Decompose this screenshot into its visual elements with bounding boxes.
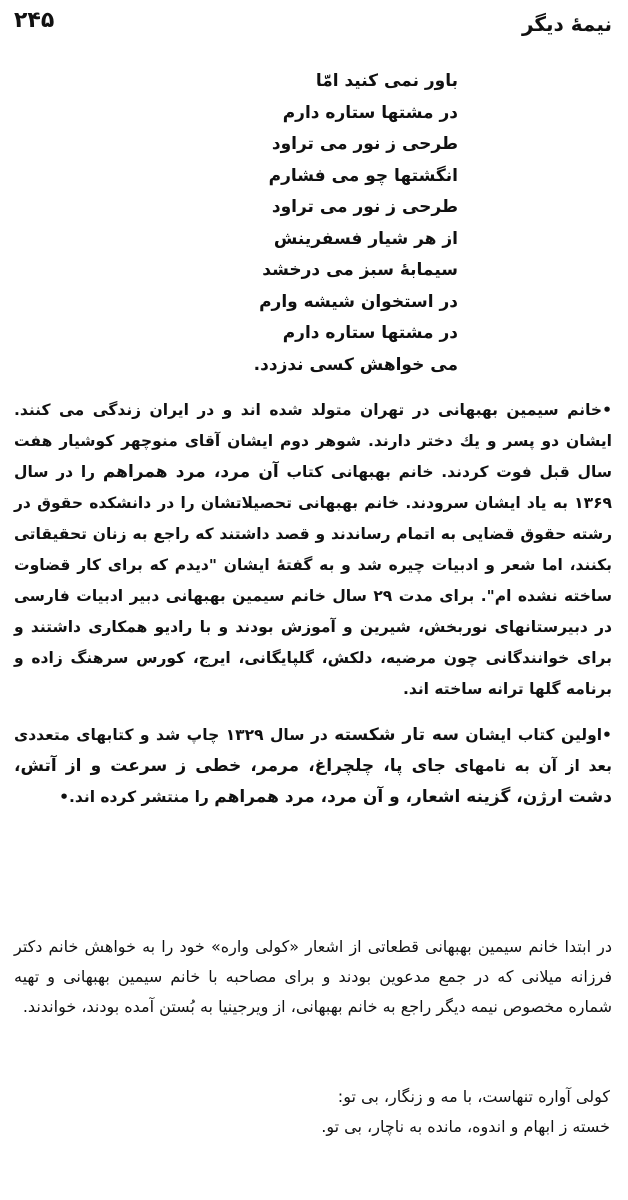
page-header bbox=[14, 8, 612, 38]
bio-paragraph bbox=[14, 395, 612, 705]
poem-line: از هر شیار فسفرینش bbox=[273, 228, 458, 249]
book-title: آن مرد، مرد همراهم bbox=[102, 462, 279, 482]
poem-line: سیمابهٔ سبز می درخشد bbox=[262, 260, 458, 280]
page-title: نیمهٔ دیگر bbox=[521, 12, 612, 36]
poem bbox=[158, 66, 458, 381]
book-title: سه تار شکسته bbox=[334, 725, 459, 745]
poem-line: طرحی ز نور می تراود bbox=[271, 197, 458, 217]
poem-line: در مشتها ستاره دارم bbox=[282, 323, 458, 343]
poem-line: انگشتها چو می فشارم bbox=[268, 165, 458, 186]
couplet-line: خسته ز ابهام و اندوه، مانده به ناچار، بی تو. bbox=[321, 1117, 610, 1136]
poem-line: در استخوان شیشه وارم bbox=[259, 291, 458, 312]
bio-text: •خانم سیمین بهبهانی در تهران متولد شده اند و در ایران زندگی می کنند. ایشان دو پسر و یك دختر دارند. شوهر دوم ایشان آقای منوچهر کوشیار هفت سال قبل فوت کردند. خانم بهبهانی کتاب bbox=[14, 401, 613, 481]
poem-line: در مشتها ستاره دارم bbox=[282, 102, 458, 123]
poem-line: طرحی ز نور می تراود bbox=[271, 134, 458, 154]
books-text: در سال ۱۳۲۹ چاپ شد و کتابهای متعددی بعد از آن به نامهای bbox=[14, 726, 612, 775]
books-paragraph bbox=[14, 720, 612, 813]
couplet-line: کولی آواره تنهاست، با مه و زنگار، بی تو: bbox=[337, 1087, 610, 1106]
intro-paragraph: در ابتدا خانم سیمین بهبهانی قطعاتی از اشعار «کولی واره» خود را به خواهش خانم دکتر فرزانه میلانی که در جمع مدعوین بودند و برای مصاحبه با خانم سیمین بهبهانی و تهیه شماره مخصوص نیمه دیگر راجع به خانم بهبهانی، از ویرجینیا به بُستن آمده بودند، خواندند. bbox=[14, 937, 612, 1016]
books-text: را منتشر کرده اند.• bbox=[59, 788, 209, 806]
poem-line: باور نمی کنید امّا bbox=[315, 71, 458, 91]
page-number: ۲۴۵ bbox=[14, 8, 55, 33]
bio-text: را در سال ۱۳۶۹ به یاد ایشان سرودند. خانم بهبهانی تحصیلاتشان را در دانشکده حقوق در رشته حقوق قضایی به اتمام رساندند و قصد داشتند که راجع به زنان تحقیقاتی بکنند، اما شعر و ادبیات چیره شد و به گفتهٔ ایشان "دیدم که برای کار قضاوت ساخته نشده ام". برای مدت ۲۹ سال خانم سیمین بهبهانی دبیر ادبیات فارسی در دبیرستانهای نوربخش، شیرین و آموزش بودند و با رادیو همکاری داشتند و برای خوانندگانی چون مرضیه، دلکش، گلپایگانی، ایرج، کورس سرهنگ زاده و برنامه گلها ترانه ساخته اند. bbox=[14, 463, 612, 698]
couplet bbox=[321, 1082, 610, 1142]
book-titles-list: جای پا، چلچراغ، مرمر، خطی ز سرعت و از آتش، دشت ارژن، گزینه اشعار، و آن مرد، مرد همراهم bbox=[14, 756, 612, 807]
poem-line: می خواهش کسی ندزدد. bbox=[253, 354, 458, 375]
books-text: •اولین کتاب ایشان bbox=[465, 726, 612, 744]
